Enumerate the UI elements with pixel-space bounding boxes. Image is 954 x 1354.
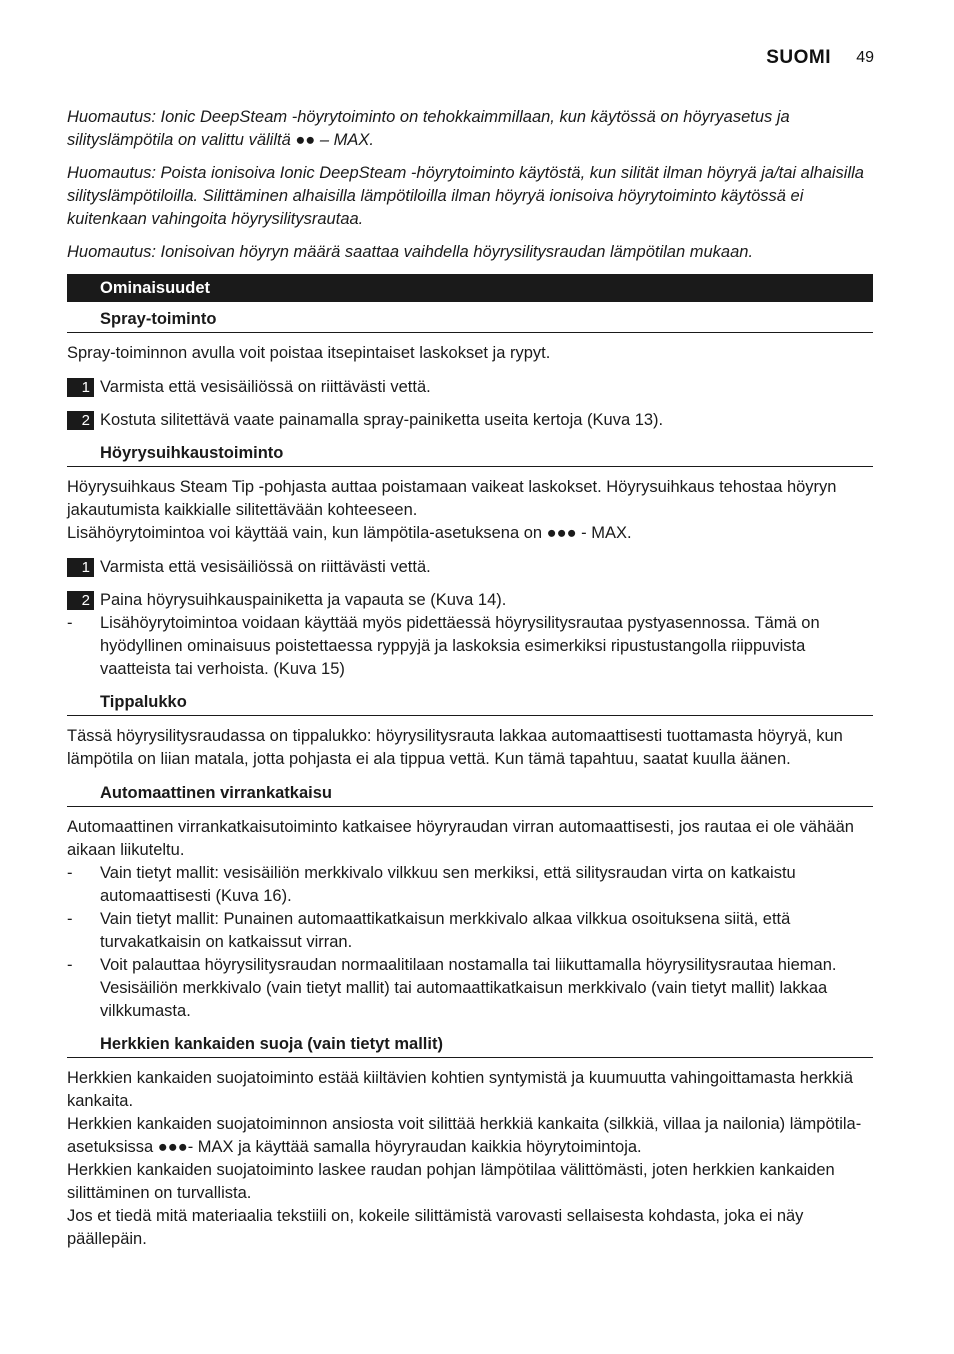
spray-heading: Spray-toiminto — [67, 308, 873, 333]
list-item — [67, 954, 873, 1023]
burst-heading: Höyrysuihkaustoiminto — [67, 442, 873, 467]
page-header — [0, 47, 954, 75]
dash-marker: - — [67, 614, 73, 632]
bullet-text: Lisähöyrytoimintoa voidaan käyttää myös pidettäessä höyrysilitysrautaa pystyasennossa. Tämä on hyödyllinen ominaisuus poistettaessa ryppyjä ja laskoksia esimerkiksi ripustustangolla riippuvista vaatteista tai verhoista. (Kuva 15) — [100, 614, 820, 678]
burst-intro-2: Lisähöyrytoimintoa voi käyttää vain, kun lämpötila-asetuksena on ●●● - MAX. — [67, 524, 632, 542]
step-number: 2 — [67, 591, 94, 610]
dash-marker: - — [67, 956, 73, 974]
note-2: Huomautus: Poista ionisoiva Ionic DeepSteam -höyrytoiminto käytöstä, kun silität ilman höyryä ja/tai alhaisilla silityslämpötiloilla. Silittäminen alhaisilla lämpötiloilla ilman höyryä ionisoiva höyrytoiminto käytössä ei kuitenkaan vahingoita höyrysilitysrautaa. — [67, 164, 864, 228]
note-3: Huomautus: Ionisoivan höyryn määrä saattaa vaihdella höyrysilitysraudan lämpötilan mukaan. — [67, 243, 754, 261]
section-title: Ominaisuudet — [67, 274, 873, 302]
delicate-paragraph: Herkkien kankaiden suojatoiminto estää kiiltävien kohtien syntymistä ja kuumuutta vahingoittamasta herkkiä kankaita. — [67, 1069, 853, 1110]
autooff-bullets — [67, 862, 873, 1023]
delicate-heading: Herkkien kankaiden suoja (vain tietyt mallit) — [67, 1033, 873, 1058]
autooff-intro: Automaattinen virrankatkaisutoiminto katkaisee höyryraudan virran automaattisesti, jos rautaa ei ole vähään aikaan liikuteltu. — [67, 818, 854, 859]
bullet-text: Voit palauttaa höyrysilitysraudan normaalitilaan nostamalla tai liikuttamalla höyrysilitysrautaa hieman. Vesisäiliön merkkivalo (vain tietyt mallit) tai automaattikatkaisun merkkivalo (vain tietyt mallit) lakkaa vilkkumasta. — [100, 956, 837, 1020]
delicate-text — [67, 1067, 873, 1251]
dash-marker: - — [67, 910, 73, 928]
burst-bullets — [67, 612, 873, 681]
list-item — [67, 908, 873, 954]
spray-intro: Spray-toiminnon avulla voit poistaa itsepintaiset laskokset ja rypyt. — [67, 344, 551, 362]
dash-marker: - — [67, 864, 73, 882]
burst-intro — [67, 476, 873, 545]
step-number: 1 — [67, 558, 94, 577]
list-item — [67, 862, 873, 908]
note-1: Huomautus: Ionic DeepSteam -höyrytoiminto on tehokkaimmillaan, kun käytössä on höyryasetus ja silityslämpötila on valittu väliltä ●● – MAX. — [67, 108, 790, 149]
page-number: 49 — [856, 49, 874, 66]
autooff-heading: Automaattinen virrankatkaisu — [67, 782, 873, 807]
step-text: Varmista että vesisäiliössä on riittävästi vettä. — [100, 378, 431, 396]
step-text: Kostuta silitettävä vaate painamalla spray-painiketta useita kertoja (Kuva 13). — [100, 411, 664, 429]
drip-heading: Tippalukko — [67, 691, 873, 716]
burst-step-2 — [67, 589, 873, 612]
delicate-paragraph: Herkkien kankaiden suojatoiminnon ansiosta voit silittää herkkiä kankaita (silkkiä, villaa ja nailonia) lämpötila-asetuksissa ●●●- MAX ja käyttää samalla höyryraudan kaikkia höyrytoimintoja. — [67, 1115, 862, 1156]
step-text: Paina höyrysuihkauspainiketta ja vapauta se (Kuva 14). — [100, 591, 507, 609]
spray-step-2 — [67, 409, 873, 432]
step-number: 1 — [67, 378, 94, 397]
burst-step-1 — [67, 556, 873, 579]
spray-step-1 — [67, 376, 873, 399]
delicate-paragraph: Herkkien kankaiden suojatoiminto laskee raudan pohjan lämpötilaa välittömästi, joten herkkien kankaiden silittäminen on turvallista. — [67, 1161, 835, 1202]
page-content — [67, 106, 873, 1262]
list-item — [67, 612, 873, 681]
drip-text: Tässä höyrysilitysraudassa on tippalukko: höyrysilitysrauta lakkaa automaattisesti tuottamasta höyryä, kun lämpötila on liian matala, jotta pohjasta ei ala tippua vettä. Kun tämä tapahtuu, saatat kuulla äänen. — [67, 727, 843, 768]
delicate-paragraph: Jos et tiedä mitä materiaalia tekstiili on, kokeile silittämistä varovasti sellaisesta kohdasta, joka ei näy päällepäin. — [67, 1207, 804, 1248]
bullet-text: Vain tietyt mallit: vesisäiliön merkkivalo vilkkuu sen merkiksi, että silitysraudan virta on katkaistu automaattisesti (Kuva 16). — [100, 864, 796, 905]
header-language: SUOMI — [766, 47, 831, 68]
step-text: Varmista että vesisäiliössä on riittävästi vettä. — [100, 558, 431, 576]
step-number: 2 — [67, 411, 94, 430]
burst-intro-1: Höyrysuihkaus Steam Tip -pohjasta auttaa poistamaan vaikeat laskokset. Höyrysuihkaus tehostaa höyryn jakautumista kaikkialle silitettävään kohteeseen. — [67, 478, 837, 519]
bullet-text: Vain tietyt mallit: Punainen automaattikatkaisun merkkivalo alkaa vilkkua osoituksena siitä, että turvakatkaisin on katkaissut virran. — [100, 910, 791, 951]
